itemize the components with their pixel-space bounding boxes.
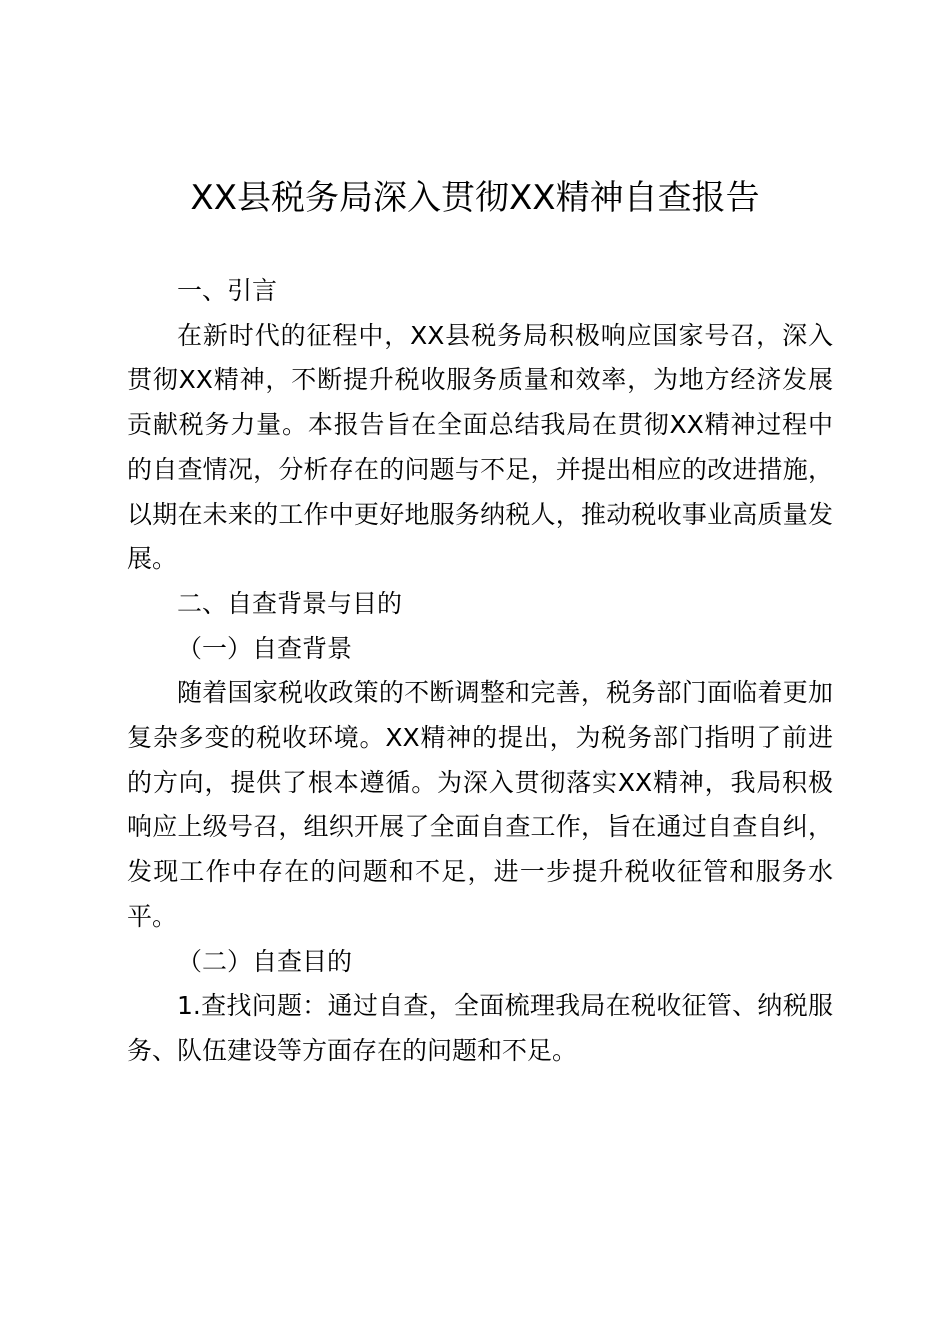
subsection-heading-background: （一）自查背景 [177, 633, 353, 663]
paragraph-background: 随着国家税收政策的不断调整和完善，税务部门面临着更加复杂多变的税收环境。XX精神的提出，为税务部门指明了前进的方向，提供了根本遵循。为深入贯彻落实XX精神，我局积极响应上级号召，组织开展了全面自查工作，旨在通过自查自纠，发现工作中存在的问题和不足，进一步提升税收征管和服务水平。 [127, 678, 833, 931]
paragraph-purpose-item-1: 1.查找问题：通过自查，全面梳理我局在税收征管、纳税服务、队伍建设等方面存在的问题和不足。 [127, 991, 833, 1065]
document-title: XX县税务局深入贯彻XX精神自查报告 [190, 178, 760, 218]
paragraph-introduction: 在新时代的征程中，XX县税务局积极响应国家号召，深入贯彻XX精神，不断提升税收服务质量和效率，为地方经济发展贡献税务力量。本报告旨在全面总结我局在贯彻XX精神过程中的自查情况，分析存在的问题与不足，并提出相应的改进措施，以期在未来的工作中更好地服务纳税人，推动税收事业高质量发展。 [127, 320, 833, 574]
section-heading-background-purpose: 二、自查背景与目的 [177, 588, 403, 618]
subsection-heading-purpose: （二）自查目的 [177, 946, 353, 976]
section-heading-introduction: 一、引言 [177, 276, 278, 305]
document-body [127, 269, 833, 1074]
